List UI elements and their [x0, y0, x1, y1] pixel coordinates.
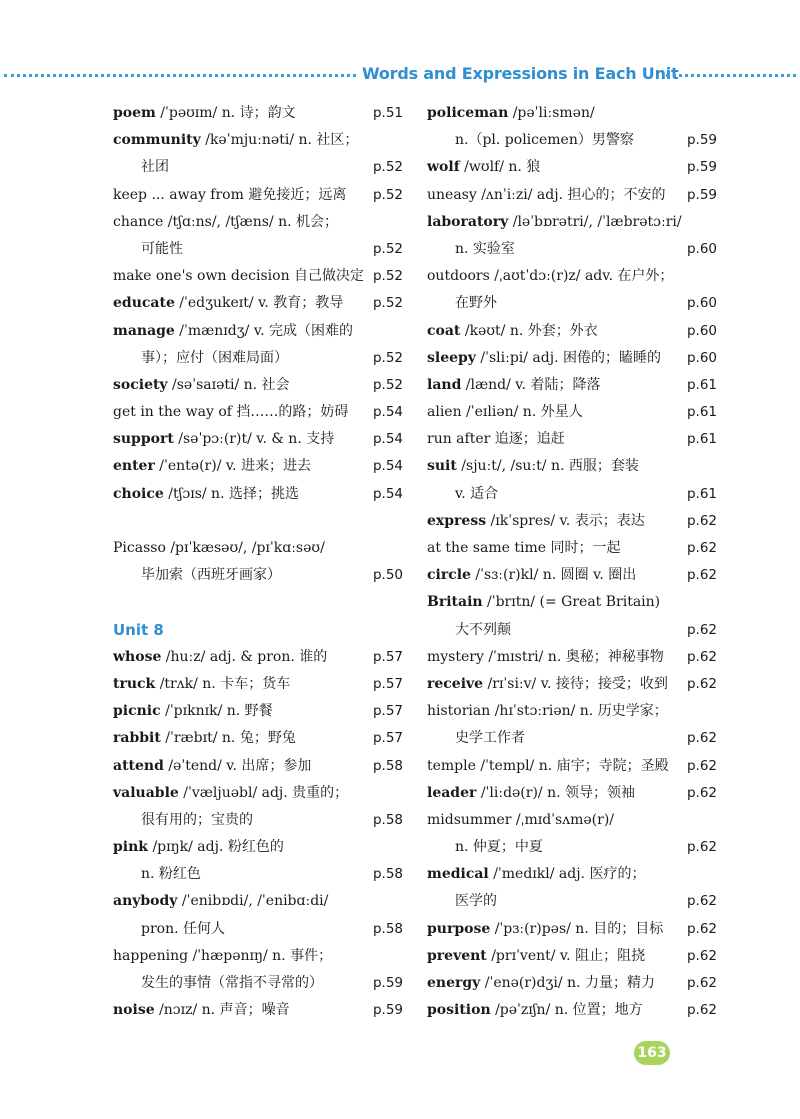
vocab-entry [113, 236, 403, 263]
entry-text [113, 671, 290, 698]
definition: /ləˈbɒrətri/, /ˈlæbrətɔːri/ [508, 213, 682, 230]
definition: /sjuːt/, /suːt/ n. 西服；套装 [456, 458, 639, 475]
vocab-entry [113, 154, 403, 181]
headword: position [427, 1002, 491, 1019]
header-title: Words and Expressions in Each Unit [362, 64, 679, 83]
definition: /ˈpɪknɪk/ n. 野餐 [160, 703, 273, 720]
vocab-entry [113, 263, 403, 290]
vocab-entry [427, 644, 717, 671]
definition: /pəˈzɪʃn/ n. 位置；地方 [490, 1002, 643, 1019]
page-reference: p.54 [372, 431, 403, 448]
entry-text [141, 916, 225, 943]
definition: /kəʊt/ n. 外套；外衣 [460, 322, 598, 339]
definition: /kəˈmjuːnəti/ n. 社区； [200, 132, 359, 149]
headword: enter [113, 458, 155, 475]
page-reference: p.62 [686, 757, 717, 774]
entry-text [427, 453, 639, 480]
entry-text [113, 453, 311, 480]
entry-text [427, 426, 565, 453]
entry-text [427, 970, 655, 997]
headword: truck [113, 675, 156, 692]
definition: 史学工作者 [455, 730, 525, 747]
vocab-entry [113, 861, 403, 888]
vocab-entry [113, 970, 403, 997]
vocab-entry [113, 780, 403, 807]
entry-text [427, 753, 669, 780]
page-reference: p.57 [372, 703, 403, 720]
page-reference: p.60 [686, 349, 717, 366]
vocab-entry [113, 725, 403, 752]
definition: /əˈtend/ v. 出席；参加 [163, 757, 312, 774]
vocab-entry [113, 671, 403, 698]
vocab-entry [113, 834, 403, 861]
definition: 在野外 [455, 295, 497, 312]
vocab-entry [427, 290, 717, 317]
page-reference: p.58 [372, 920, 403, 937]
page-number-badge: 163 [634, 1041, 670, 1065]
vocab-entry [113, 753, 403, 780]
entry-text [427, 562, 636, 589]
vocab-entry [113, 698, 403, 725]
page-reference: p.50 [372, 567, 403, 584]
definition: 社团 [141, 159, 169, 176]
page-reference: p.52 [372, 240, 403, 257]
headword: receive [427, 675, 484, 692]
vocab-entry [113, 916, 403, 943]
definition: mystery /ˈmɪstri/ n. 奥秘；神秘事物 [427, 648, 664, 665]
headword: leader [427, 784, 477, 801]
entry-text [427, 345, 661, 372]
definition: /ˈedʒukeɪt/ v. 教育；教导 [174, 295, 344, 312]
entry-text [427, 698, 668, 725]
entry-text [113, 263, 364, 290]
page-reference: p.61 [686, 404, 717, 421]
definition: /trʌk/ n. 卡车；货车 [155, 675, 291, 692]
headword: support [113, 431, 174, 448]
entry-text [427, 807, 614, 834]
vocab-entry [113, 345, 403, 372]
definition: /səˈsaɪəti/ n. 社会 [167, 376, 290, 393]
headword: prevent [427, 947, 487, 964]
headword: rabbit [113, 730, 161, 747]
headword: medical [427, 866, 489, 883]
definition: 发生的事情（常指不寻常的） [141, 975, 323, 991]
definition: at the same time 同时；一起 [427, 540, 621, 556]
entry-text [113, 209, 338, 236]
entry-text [141, 970, 323, 997]
definition: /ˈliːdə(r)/ n. 领导；领袖 [476, 784, 636, 801]
page-reference: p.57 [372, 730, 403, 747]
page-reference: p.62 [686, 975, 717, 991]
vocab-entry [113, 562, 403, 589]
entry-text [113, 698, 273, 725]
entry-text [141, 345, 288, 372]
vocab-entry [427, 318, 717, 345]
vocab-entry [113, 372, 403, 399]
page-reference: p.52 [372, 349, 403, 366]
definition: outdoors /ˌaʊtˈdɔː(r)z/ adv. 在户外； [427, 268, 674, 285]
vocab-entry [427, 807, 717, 834]
page-reference: p.59 [372, 1002, 403, 1019]
header-dots-left [4, 74, 356, 77]
headword: suit [427, 458, 457, 475]
definition: n. 粉红色 [141, 866, 201, 883]
right-column [427, 100, 717, 1024]
entry-text [141, 236, 183, 263]
vocab-entry [113, 807, 403, 834]
definition: pron. 任何人 [141, 920, 225, 937]
definition: 可能性 [141, 240, 183, 257]
entry-text [427, 209, 682, 236]
headword: wolf [427, 159, 460, 176]
page-reference: p.59 [686, 186, 717, 203]
definition: 事）；应付（困难局面） [141, 349, 288, 366]
entry-text [113, 888, 328, 915]
definition: /tʃɔɪs/ n. 选择；挑选 [163, 485, 299, 502]
definition: /pəˈliːsmən/ [508, 105, 595, 121]
entry-text [455, 290, 497, 317]
vocab-entry [427, 725, 717, 752]
headword: policeman [427, 105, 509, 121]
vocab-entry [113, 453, 403, 480]
page-reference: p.61 [686, 431, 717, 448]
entry-text [455, 236, 515, 263]
headword: society [113, 376, 168, 393]
entry-text [455, 617, 511, 644]
definition: 很有用的；宝贵的 [141, 811, 253, 828]
definition: chance /tʃɑːns/, /tʃæns/ n. 机会； [113, 213, 339, 230]
vocab-entry [113, 290, 403, 317]
vocab-entry [427, 399, 717, 426]
entry-text [427, 916, 663, 943]
entry-text [427, 263, 673, 290]
definition: /ˈenə(r)dʒi/ n. 力量；精力 [480, 975, 655, 991]
page-reference: p.58 [372, 757, 403, 774]
page-reference: p.54 [372, 404, 403, 421]
page-reference: p.59 [686, 132, 717, 149]
definition: /lænd/ v. 着陆；降落 [461, 376, 601, 393]
vocab-entry [427, 182, 717, 209]
headword: circle [427, 567, 471, 584]
vocab-entry [113, 209, 403, 236]
entry-text [427, 399, 583, 426]
page-reference: p.62 [686, 839, 717, 856]
entry-text [427, 861, 645, 888]
page-reference: p.58 [372, 866, 403, 883]
page-reference: p.59 [686, 159, 717, 176]
definition: /huːz/ adj. & pron. 谁的 [161, 648, 328, 665]
vocab-entry [427, 154, 717, 181]
page-reference: p.52 [372, 159, 403, 176]
definition: /səˈpɔː(r)t/ v. & n. 支持 [173, 431, 335, 448]
definition: n. 仲夏；中夏 [455, 839, 543, 856]
entry-text [455, 725, 525, 752]
entry-text [427, 671, 668, 698]
entry-text [113, 426, 334, 453]
headword: noise [113, 1002, 155, 1019]
entry-text [113, 182, 346, 209]
definition: make one's own decision 自己做决定 [113, 268, 365, 285]
vocab-entry [427, 236, 717, 263]
page-reference: p.52 [372, 376, 403, 393]
vocab-entry [427, 426, 717, 453]
entry-text [455, 127, 634, 154]
page-reference: p.61 [686, 485, 717, 502]
entry-text [141, 562, 281, 589]
definition: /ˈentə(r)/ v. 进来；进去 [154, 458, 312, 475]
headword: pink [113, 839, 148, 856]
page-reference: p.62 [686, 648, 717, 665]
entry-text [113, 644, 327, 671]
entry-text [427, 780, 635, 807]
vocab-entry [113, 535, 403, 562]
blank-spacer [113, 508, 403, 535]
entry-text [427, 589, 660, 616]
vocab-entry [427, 753, 717, 780]
vocab-entry [113, 426, 403, 453]
entry-text [113, 100, 296, 127]
page-header [0, 64, 800, 88]
vocab-entry [427, 589, 717, 616]
entry-text [427, 318, 598, 345]
page-reference: p.51 [372, 105, 403, 121]
vocab-entry [427, 535, 717, 562]
headword: anybody [113, 893, 178, 910]
unit-heading [113, 617, 403, 644]
page-reference: p.52 [372, 186, 403, 203]
entry-text [427, 182, 665, 209]
page-reference: p.54 [372, 485, 403, 502]
page-reference: p.52 [372, 268, 403, 285]
definition: midsummer /ˌmɪdˈsʌmə(r)/ [427, 811, 615, 828]
definition: /ˈenibɒdi/, /ˈenibɑːdi/ [177, 893, 329, 910]
definition: n. 实验室 [455, 240, 515, 257]
vocab-entry [113, 100, 403, 127]
entry-text [141, 861, 201, 888]
vocab-entry [427, 834, 717, 861]
vocab-entry [427, 508, 717, 535]
headword: manage [113, 322, 175, 339]
entry-text [113, 753, 311, 780]
definition: run after 追逐；追赶 [427, 431, 565, 448]
definition: uneasy /ʌnˈiːzi/ adj. 担心的；不安的 [427, 186, 666, 203]
page-reference: p.62 [686, 567, 717, 584]
entry-text [427, 535, 620, 562]
entry-text [113, 399, 348, 426]
definition: /ˈmedɪkl/ adj. 医疗的； [488, 866, 646, 883]
entry-text [113, 780, 348, 807]
vocab-entry [427, 888, 717, 915]
vocab-entry [427, 372, 717, 399]
entry-text [113, 943, 332, 970]
headword: picnic [113, 703, 161, 720]
page-reference: p.62 [686, 730, 717, 747]
definition: /prɪˈvent/ v. 阻止；阻挠 [486, 947, 646, 964]
page-reference: p.62 [686, 893, 717, 910]
vocab-entry [113, 997, 403, 1024]
entry-text [427, 508, 645, 535]
entry-text [427, 372, 600, 399]
definition: temple /ˈtempl/ n. 庙宇；寺院；圣殿 [427, 757, 669, 774]
definition: 医学的 [455, 893, 497, 910]
definition: keep ... away from 避免接近；远离 [113, 186, 347, 203]
vocab-entry [427, 780, 717, 807]
vocab-entry [427, 453, 717, 480]
vocab-entry [113, 943, 403, 970]
headword: land [427, 376, 462, 393]
headword: choice [113, 485, 164, 502]
left-column [113, 100, 403, 1024]
vocab-entry [427, 481, 717, 508]
vocab-entry [427, 698, 717, 725]
definition: /ˈpɜː(r)pəs/ n. 目的；目标 [490, 920, 664, 937]
unit-title: Unit 8 [113, 620, 164, 639]
headword: express [427, 512, 487, 529]
page-reference: p.62 [686, 540, 717, 556]
headword: poem [113, 105, 156, 121]
page-reference: p.57 [372, 675, 403, 692]
definition: /ˈpəʊɪm/ n. 诗；韵文 [155, 105, 296, 121]
page-reference: p.60 [686, 295, 717, 312]
page-reference: p.62 [686, 947, 717, 964]
page-reference: p.62 [686, 675, 717, 692]
vocab-entry [427, 916, 717, 943]
vocab-entry [427, 127, 717, 154]
vocab-entry [427, 970, 717, 997]
definition: Picasso /pɪˈkæsəʊ/, /pɪˈkɑːsəʊ/ [113, 540, 325, 556]
definition: historian /hɪˈstɔːriən/ n. 历史学家； [427, 703, 668, 720]
entry-text [141, 807, 253, 834]
vocab-entry [113, 644, 403, 671]
vocab-entry [427, 861, 717, 888]
page-reference: p.60 [686, 322, 717, 339]
vocab-entry [427, 209, 717, 236]
definition: /ˈvæljuəbl/ adj. 贵重的； [178, 784, 349, 801]
vocab-entry [427, 562, 717, 589]
vocab-entry [113, 127, 403, 154]
page-reference: p.57 [372, 648, 403, 665]
definition: get in the way of 挡……的路；妨碍 [113, 404, 349, 421]
vocab-entry [427, 671, 717, 698]
entry-text [455, 834, 543, 861]
entry-text [141, 154, 169, 181]
definition: /ˈræbɪt/ n. 兔；野兔 [160, 730, 296, 747]
definition: /pɪŋk/ adj. 粉红色的 [148, 839, 284, 856]
definition: /wʊlf/ n. 狼 [459, 159, 541, 176]
headword: energy [427, 975, 481, 991]
page-reference: p.58 [372, 811, 403, 828]
vocab-entry [427, 100, 717, 127]
entry-text [427, 997, 643, 1024]
page-reference: p.62 [686, 512, 717, 529]
page-reference: p.62 [686, 920, 717, 937]
entry-text [455, 481, 498, 508]
definition: /ˈsliːpi/ adj. 困倦的；瞌睡的 [475, 349, 661, 366]
headword: attend [113, 757, 164, 774]
headword: whose [113, 648, 162, 665]
definition: happening /ˈhæpənɪŋ/ n. 事件； [113, 947, 333, 964]
headword: valuable [113, 784, 179, 801]
headword: Britain [427, 594, 483, 611]
headword: purpose [427, 920, 491, 937]
vocab-entry [427, 263, 717, 290]
entry-text [455, 888, 497, 915]
vocab-entry [427, 997, 717, 1024]
entry-text [113, 481, 299, 508]
vocab-entry [427, 345, 717, 372]
vocab-entry [427, 943, 717, 970]
entry-text [427, 154, 540, 181]
entry-text [113, 127, 358, 154]
entry-text [427, 644, 664, 671]
blank-spacer [113, 589, 403, 616]
vocab-entry [113, 888, 403, 915]
entry-text [113, 725, 296, 752]
page-reference: p.52 [372, 295, 403, 312]
definition: /ɪkˈspres/ v. 表示；表达 [486, 512, 645, 529]
entry-text [113, 834, 284, 861]
definition: alien /ˈeɪliən/ n. 外星人 [427, 404, 583, 421]
page-reference: p.62 [686, 1002, 717, 1019]
definition: v. 适合 [455, 485, 499, 502]
definition: /ˈsɜː(r)kl/ n. 圆圈 v. 圈出 [470, 567, 637, 584]
page-reference: p.62 [686, 784, 717, 801]
definition: /rɪˈsiːv/ v. 接待；接受；收到 [483, 675, 668, 692]
header-dots-right [666, 74, 796, 77]
headword: sleepy [427, 349, 476, 366]
vocab-entry [113, 318, 403, 345]
vocab-entry [113, 481, 403, 508]
vocab-entry [113, 399, 403, 426]
entry-text [113, 290, 343, 317]
entry-text [113, 318, 353, 345]
definition: /ˈbrɪtn/ (= Great Britain) [482, 594, 661, 611]
page-reference: p.62 [686, 621, 717, 638]
headword: laboratory [427, 213, 509, 230]
entry-text [427, 943, 645, 970]
page-reference: p.61 [686, 376, 717, 393]
entry-text [427, 100, 595, 127]
page-reference: p.59 [372, 975, 403, 991]
definition: /ˈmænɪdʒ/ v. 完成（困难的 [174, 322, 353, 339]
definition: 毕加索（西班牙画家） [141, 567, 281, 584]
entry-text [113, 372, 290, 399]
headword: educate [113, 295, 175, 312]
entry-text [113, 535, 325, 562]
page-reference: p.60 [686, 240, 717, 257]
headword: community [113, 132, 201, 149]
definition: n.（pl. policemen）男警察 [455, 132, 634, 149]
definition: 大不列颠 [455, 621, 511, 638]
vocab-entry [113, 182, 403, 209]
definition: /nɔɪz/ n. 声音；噪音 [154, 1002, 290, 1019]
entry-text [113, 997, 290, 1024]
headword: coat [427, 322, 461, 339]
vocab-entry [427, 617, 717, 644]
page-reference: p.54 [372, 458, 403, 475]
